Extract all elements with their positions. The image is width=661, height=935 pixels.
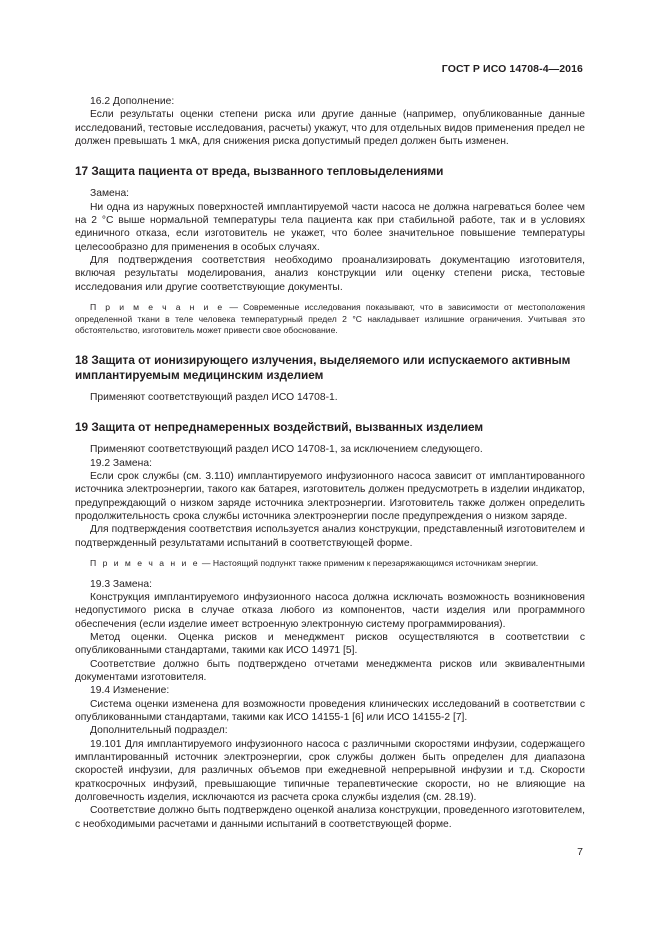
section-19-101-paragraph: 19.101 Для имплантируемого инфузионного насоса с различными скоростями инфузии, содержащего имплантированный источник электроэнергии, срок службы должен быть определен для диапазона скоростей инфузии, для различных объемов при ежедневной непрерывной инфузии и т.д. Скорости краткосрочных инфузий, превышающие типичные терапевтические скорости, но не влияющие на долговечность изделия, исключаются из расчета срока службы изделия (см. 28.19).	[75, 738, 585, 804]
section-19-4-label-2: Дополнительный подраздел:	[90, 725, 228, 737]
section-19-3-paragraph-1: Конструкция имплантируемого инфузионного насоса должна исключать возможность возникновения недопустимого риска в случае отказа любого из компонентов, части изделия или программного обеспечения (если изделие имеет встроенную электронную систему программирования).	[75, 591, 585, 630]
document-header: ГОСТ Р ИСО 14708-4—2016	[441, 63, 583, 75]
section-16-2-label: 16.2 Дополнение:	[90, 96, 175, 107]
section-19-4-paragraph-1: Система оценки изменена для возможности проведения клинических исследований в соответствии с опубликованными стандартами, такими как ИСО 14155-1 [6] или ИСО 14155-2 [7].	[75, 698, 585, 724]
section-17-paragraph-1: Ни одна из наружных поверхностей имплантируемой части насоса не должна нагреваться более чем на 2 °C выше нормальной температуры тела пациента как при стабильной работе, так и в условиях единичного отказа, если изготовитель не укажет, что более значительное повышение температуры целесообразно для применения в особых случаях.	[75, 201, 585, 253]
section-19-3-paragraph-2: Метод оценки. Оценка рисков и менеджмент рисков осуществляются в соответствии с опубликованными стандартами, такими как ИСО 14971 [5].	[75, 631, 585, 657]
note-label: П р и м е ч а н и е	[90, 302, 225, 313]
section-19-heading: 19 Защита от непреднамеренных воздействий, вызванных изделием	[75, 420, 484, 435]
section-19-2-label: 19.2 Замена:	[90, 457, 152, 469]
section-19-intro: Применяют соответствующий раздел ИСО 14708-1, за исключением следующего.	[90, 444, 483, 456]
section-18-heading: 18 Защита от ионизирующего излучения, выделяемого или испускаемого активным имплантируемым медицинским изделием	[75, 352, 571, 382]
section-19-4-label: 19.4 Изменение:	[90, 685, 170, 697]
section-19-2-paragraph-1: Если срок службы (см. 3.110) имплантируемого инфузионного насоса зависит от имплантированного источника электроэнергии, такого как батарея, изготовитель должен предусмотреть в изделии индикатор, предупреждающий о низком заряде источника электроэнергии. Изготовитель также должен определить продолжительность срока службы источника электроэнергии после предупреждения о низком заряде.	[75, 470, 585, 522]
section-17-note	[75, 302, 585, 337]
section-19-3-label: 19.3 Замена:	[90, 578, 152, 590]
section-17-paragraph-2: Для подтверждения соответствия необходимо проанализировать документацию изготовителя, включая результаты моделирования, анализ конструкции или оценку степени риска, тестовые исследования или другие соответствующие документы.	[75, 255, 585, 293]
section-18-text: Применяют соответствующий раздел ИСО 14708-1.	[90, 391, 338, 403]
section-19-101-paragraph-2: Соответствие должно быть подтверждено оценкой анализа конструкции, проведенного изготовителем, с необходимыми расчетами и данными испытаний в соответствующей форме.	[75, 805, 585, 830]
page-number: 7	[577, 846, 583, 858]
note-text: — Современные исследования показывают, что в зависимости от местоположения определенной ткани в теле человека температурный предел 2 °C накладывает излишние ограничения. Учитывая это обстоятельство, изготовитель может привести свое обоснование.	[75, 302, 586, 336]
section-17-label: Замена:	[90, 188, 130, 200]
note-text: — Настоящий подпункт также применим к перезаряжающимся источникам энергии.	[199, 558, 539, 568]
section-16-2-text: Если результаты оценки степени риска или другие данные (например, опубликованные данные исследований, тестовые исследования, расчеты) укажут, что для отдельных видов применения предел не должен превышать 1 мкА, для снижения риска допустимый предел должен быть изменен.	[75, 109, 586, 148]
section-19-2-paragraph-2: Для подтверждения соответствия используется анализ конструкции, представленный изготовителем и подтвержденный результатами испытаний в соответствующей форме.	[75, 524, 585, 549]
note-label: П р и м е ч а н и е	[90, 558, 200, 568]
section-19-note	[75, 558, 585, 570]
section-17-heading: 17 Защита пациента от вреда, вызванного тепловыделениями	[75, 164, 444, 179]
section-19-3-paragraph-3: Соответствие должно быть подтверждено отчетами менеджмента рисков или эквивалентными документами изготовителя.	[75, 658, 585, 683]
document-body	[75, 95, 585, 831]
